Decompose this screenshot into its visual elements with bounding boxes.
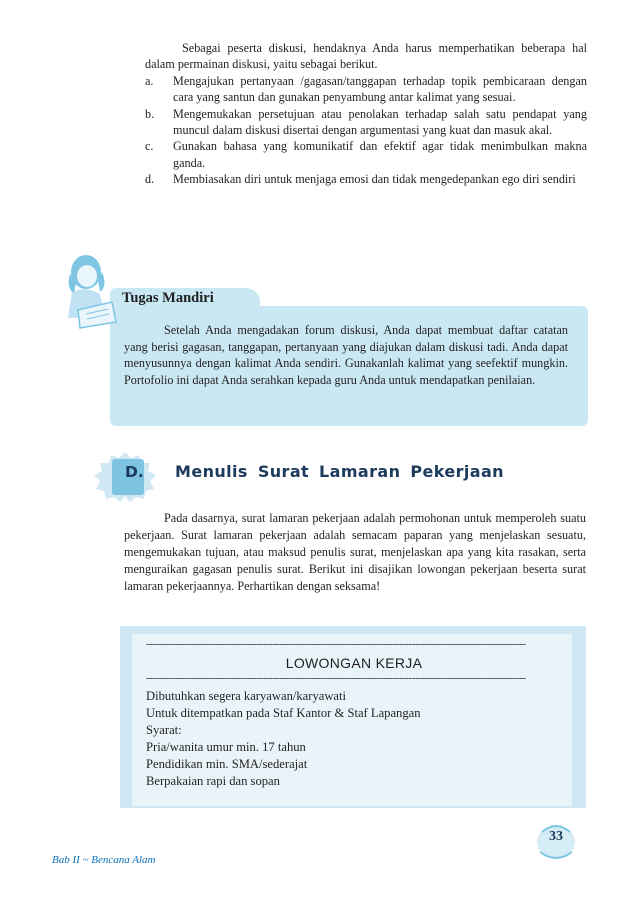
list-item-label: c. <box>145 139 154 154</box>
list-item-text: Mengemukakan persetujuan atau penolakan terhadap salah satu pendapat yang muncul dalam diskusi disertai dengan argumentasi yang kuat dan masuk akal. <box>173 106 587 138</box>
job-ad-line: Untuk ditempatkan pada Staf Kantor & Staf Lapangan <box>146 706 421 720</box>
job-ad-line: Pendidikan min. SMA/sederajat <box>146 757 308 771</box>
page-number: 33 <box>549 829 563 844</box>
separator-line: ------------------------------------------------------------------------------------------------------------------------ <box>146 638 526 650</box>
job-ad-line: Berpakaian rapi dan sopan <box>146 774 280 788</box>
job-ad-lines <box>146 688 421 790</box>
list-item-text: Membiasakan diri untuk menjaga emosi dan tidak mengedepankan ego diri sendiri <box>173 172 576 187</box>
list-item-label: d. <box>145 172 155 187</box>
separator-line: ------------------------------------------------------------------------------------------------------------------------ <box>146 672 526 684</box>
section-title: Menulis Surat Lamaran Pekerjaan <box>175 462 504 481</box>
tugas-mandiri-text: Setelah Anda mengadakan forum diskusi, Anda dapat membuat daftar catatan yang berisi gagasan, tanggapan, pertanyaan yang diajukan dalam diskusi tadi. Anda dapat menyusunnya dengan kalimat Anda sendiri. Gunakanlah kalimat yang seefektif mungkin. Portofolio ini dapat Anda serahkan kepada guru Anda untuk mendapatkan penilaian. <box>124 323 568 387</box>
chapter-footer: Bab II ~ Bencana Alam <box>52 854 156 866</box>
list-item <box>145 138 587 171</box>
tugas-mandiri-title: Tugas Mandiri <box>122 290 214 306</box>
student-writing-icon <box>56 252 122 334</box>
job-ad-line: Syarat: <box>146 723 182 737</box>
intro-paragraph: Sebagai peserta diskusi, hendaknya Anda harus memperhatikan beberapa hal dalam permainan diskusi, yaitu sebagai berikut. <box>145 41 587 72</box>
list-item <box>145 171 587 187</box>
list-item <box>145 73 587 106</box>
job-ad-title: LOWONGAN KERJA <box>285 655 423 671</box>
job-ad-line: Dibutuhkan segera karyawan/karyawati <box>146 689 347 703</box>
list-item-text: Mengajukan pertanyaan /gagasan/tanggapan terhadap topik pembicaraan dengan cara yang santun dan gunakan penyambung antar kalimat yang sesuai. <box>173 73 587 105</box>
job-ad-line: Pria/wanita umur min. 17 tahun <box>146 740 306 754</box>
intro-section <box>145 40 587 188</box>
section-letter: D. <box>125 463 144 481</box>
list-item-label: b. <box>145 106 155 121</box>
list-item-text: Gunakan bahasa yang komunikatif dan efektif agar tidak menimbulkan makna ganda. <box>173 139 587 170</box>
section-body: Pada dasarnya, surat lamaran pekerjaan adalah permohonan untuk memperoleh suatu pekerjaan. Surat lamaran pekerjaan adalah semacam paparan yang menjelaskan sesuatu, mengemukakan tujuan, atau maksud penulis surat, menjelaskan apa yang kita rasakan, serta menguraikan gagasan penulis surat. Berikut ini disajikan lowongan pekerjaan beserta surat lamaran pekerjaannya. Perhartikan dengan seksama! <box>124 511 586 593</box>
list-item <box>145 106 587 139</box>
list-item-label: a. <box>145 73 154 88</box>
